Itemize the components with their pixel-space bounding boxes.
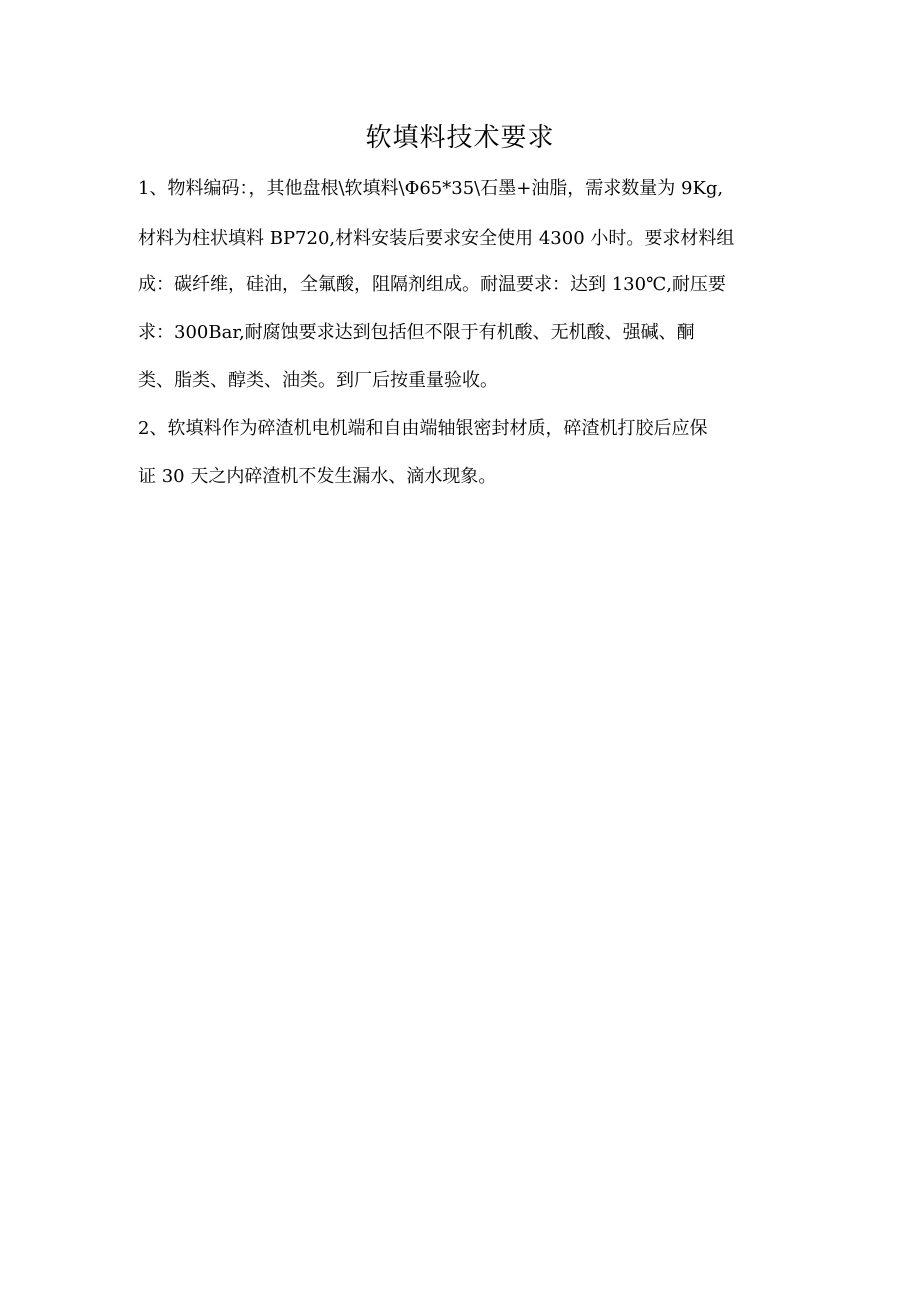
paragraph-2-line-1: 2、软填料作为碎渣机电机端和自由端轴银密封材质，碎渣机打胶后应保 bbox=[138, 418, 708, 439]
document-title: 软填料技术要求 bbox=[365, 123, 555, 153]
paragraph-1-line-2: 材料为柱状填料 BP720,材料安装后要求安全使用 4300 小时。要求材料组 bbox=[138, 228, 735, 249]
paragraph-1-line-3: 成：碳纤维，硅油，全氟酸，阻隔剂组成。耐温要求：达到 130℃,耐压要 bbox=[138, 274, 726, 295]
paragraph-1-line-1: 1、物料编码：，其他盘根\软填料\Φ65*35\石墨+油脂，需求数量为 9Kg, bbox=[138, 178, 724, 199]
paragraph-1-line-5: 类、脂类、醇类、油类。到厂后按重量验收。 bbox=[138, 370, 498, 391]
paragraph-1-line-4: 求：300Bar,耐腐蚀要求达到包括但不限于有机酸、无机酸、强碱、酮 bbox=[138, 322, 695, 343]
paragraph-2-line-2: 证 30 天之内碎渣机不发生漏水、滴水现象。 bbox=[138, 466, 497, 487]
